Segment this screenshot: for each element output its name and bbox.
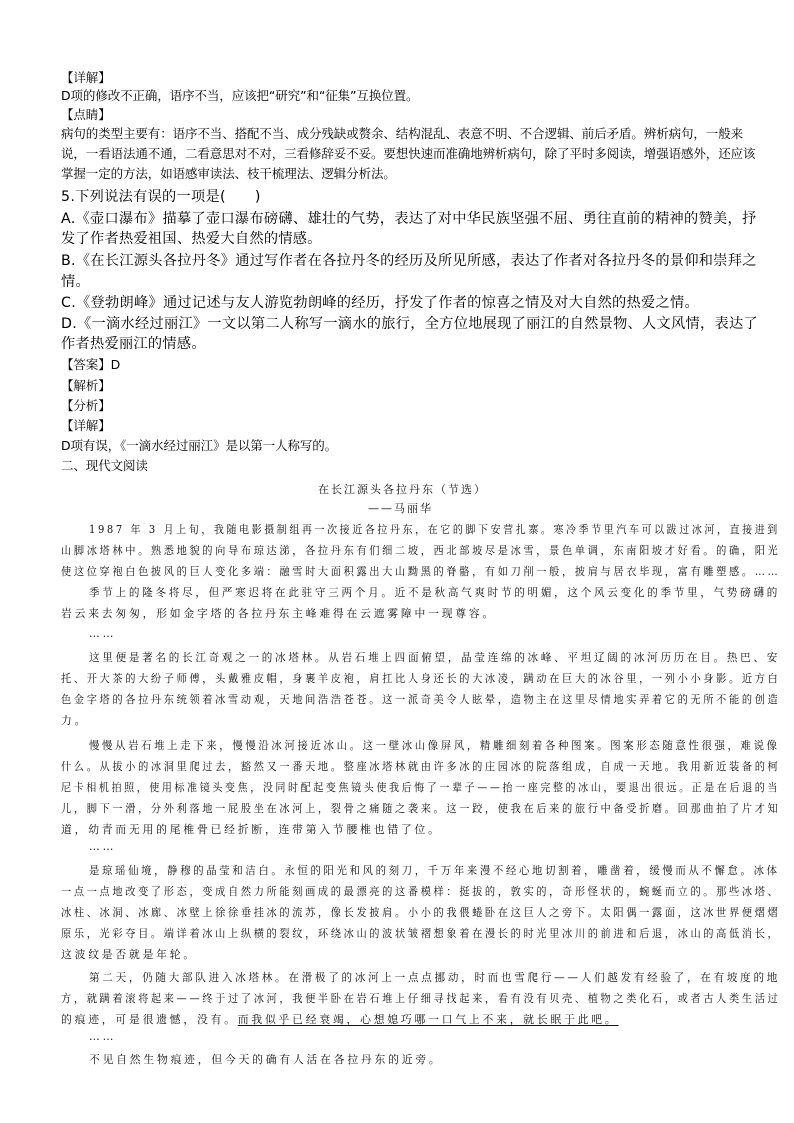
q5-stem: 5.下列说法有误的一项是( ) xyxy=(61,189,261,205)
q4-detail-text: D项的修改不正确，语序不当，应该把“研究”和“征集”互换位置。 xyxy=(61,88,419,103)
passage-line: 山脚冰塔林中。熟悉地貌的向导布琼达涕，各拉丹东有们细二坡，西北部坡尽是冰雪，景色单调，东南阳坡才好看。的确，阳光 xyxy=(61,544,781,557)
q4-tip-line: 病句的类型主要有：语序不当、搭配不当、成分残缺或赘余、结构混乱、表意不明、不合逻辑、前后矛盾。辨析病句，一般来 xyxy=(61,126,744,141)
section-heading: 二、现代文阅读 xyxy=(61,458,148,473)
q5-fenxi-tag: 【分析】 xyxy=(61,398,111,413)
q5-detail-text: D项有误，《一滴水经过丽江》是以第一人称写的。 xyxy=(61,438,338,453)
passage-author: ——马丽华 xyxy=(368,502,433,515)
passage-line: 儿，脚下一滑，分外利落地一屁股坐在冰河上，裂骨之痛随之袭来。这一跤，使我在后来的旅行中备受折磨。回那曲拍了片才知 xyxy=(61,802,781,815)
passage-line: 不见自然生物痕迹，但今天的确有人活在各拉丹东的近旁。 xyxy=(89,1053,443,1066)
passage-line: 色金字塔的各拉丹东统领着冰雪动观，天地间浩浩苍苍。这一派奇美令人眩晕，造物主在这里尽情地实弄着它的无所不能的创造 xyxy=(61,693,781,706)
passage-line: 岩云来去匆匆，形如金字塔的各拉丹东主峰难得在云遮雾障中一现尊容。 xyxy=(61,607,497,620)
passage-line: 道，幼青而无用的尾椎骨已经折断，连带第入节腰椎也错了位。 xyxy=(61,823,442,836)
passage-line: 使这位穿袍白色披风的巨人变化多端：融雪时大面积露出大山黝黑的脊骼，有如刀削一般，披肩与居衣毕现，富有雕塑感。…… xyxy=(61,565,781,578)
passage-line xyxy=(61,1012,618,1027)
q5-option-c: C.《登勃朗峰》通过记述与友人游览勃朗峰的经历，抒发了作者的惊喜之情及对大自然的热爱之情。 xyxy=(61,295,699,311)
passage-line: 是琼瑶仙境，静穆的晶莹和洁白。永恒的阳光和风的刻刀，千万年来漫不经心地切割着，雕凿着，缓慢而从不懈怠。冰体 xyxy=(89,864,780,877)
passage-line: 这波纹是否就是年轮。 xyxy=(61,948,197,961)
q5-option-a: A.《壶口瀑布》描摹了壶口瀑布磅礴、雄壮的气势，表达了对中华民族坚强不屈、勇往直前的精神的赞美，抒 xyxy=(61,211,757,227)
q5-option-a-cont: 发了作者热爱祖国、热爱大自然的情感。 xyxy=(61,231,322,247)
passage-line: 尼卡相机拍照，使用标准镜头变焦，没同时配起变焦镜头使我后悔了一辈子——抬一座完整的冰山，要退出很远。正是在后退的当 xyxy=(61,781,780,794)
q5-detail-tag: 【详解】 xyxy=(61,418,111,433)
q5-analysis-tag: 【解析】 xyxy=(61,378,111,393)
q5-option-b: B.《在长江源头各拉丹冬》通过写作者在各拉丹冬的经历及所见所感，表达了作者对各拉丹冬的景仰和崇拜之 xyxy=(61,253,757,269)
passage-line: 托、开大茶的大纷子师傅，头戴雅皮帽，身裹羊皮袍，肩扛比人身还长的大冰凌，蹒动在巨大的冰谷里，一列小小身影。近方白 xyxy=(61,672,781,685)
q4-detail-tag: 【详解】 xyxy=(61,70,111,85)
q5-answer: 【答案】D xyxy=(61,357,121,372)
passage-line: 原乐，光彩夺目。端详着冰山上纵横的裂纹，环绕冰山的波状皱褶想象着在漫长的时光里冰川的前进和后退，冰山的高低消长， xyxy=(61,927,781,940)
q4-tip-line: 掌握一定的方法，如语感审读法、枝干梳理法、逻辑分析法。 xyxy=(61,166,396,181)
ellipsis: …… xyxy=(89,840,117,853)
ellipsis: …… xyxy=(89,1030,117,1043)
passage-line: 第二天，仍随大部队进入冰塔林。在滑极了的冰河上一点点挪动，时而也雪爬行——人们越发有经验了，在有坡度的地 xyxy=(89,971,781,984)
q5-option-b-cont: 情。 xyxy=(61,274,90,290)
passage-text: 的痕迹，可是很遗憾，没有。 xyxy=(61,1013,238,1026)
passage-line: 1987 年 3 月上旬，我随电影摄制组再一次接近各拉丹东，在它的脚下安营扎寨。寒冷季节里汽车可以跋过冰河，直接进到 xyxy=(89,523,780,536)
q5-option-d-cont: 作者热爱丽江的情感。 xyxy=(61,336,206,352)
q4-tip-line: 说，一看语法通不通，二看意思对不对，三看修辞妥不妥。要想快速而准确地辨析病句，除了平时多阅读，增强语感外，还应该 xyxy=(61,146,756,161)
passage-line: 什么。从拔小的冰洞里爬过去，豁然又一番天地。整座冰塔林就由许多冰的庄园冰的院落组成，自成一天地。我用新近装备的柯 xyxy=(61,760,781,773)
passage-title: 在长江源头各拉丹东（节选） xyxy=(318,483,487,496)
passage-line: 方，就蹒着滚将起来——终于过了冰河，我便半卧在岩石堆上仔细寻找起来，看有没有贝壳、植物之类化石，或者古人类生活过 xyxy=(61,992,781,1005)
passage-line: 冰柱、冰洞、冰廊、冰壁上徐徐垂挂冰的流苏，像长发披肩。小小的我偎蜷卧在这巨人之旁下。太阳偶一露面，这冰世界便熠熠 xyxy=(61,906,781,919)
passage-line: 这里便是著名的长江奇观之一的冰塔林。从岩石堆上四面俯望，晶莹连绵的冰峰、平坦辽阔的冰河历历在目。热巴、安 xyxy=(89,651,781,664)
underlined-sentence: 而我似乎已经衰竭，心想媳巧哪一口气上不来，就长眠于此吧。 xyxy=(237,1013,619,1026)
passage-line: 一点一点地改变了形态，变成自然力所能刻画成的最漂亮的这番模样：挺拔的，敦实的，奇形怪状的，蜿蜒而立的。那些冰塔、 xyxy=(61,885,781,898)
passage-line: 力。 xyxy=(61,714,89,727)
passage-line: 季节上的隆冬将尽，但严寒迟将在此驻守三两个月。近不是秋高气爽时节的明媚，这个风云变化的季节里，气势磅礴的 xyxy=(89,586,781,599)
q4-tip-tag: 【点睛】 xyxy=(61,107,111,122)
q5-option-d: D.《一滴水经过丽江》一文以第二人称写一滴水的旅行，全方位地展现了丽江的自然景物、人文风情，表达了 xyxy=(61,316,758,332)
ellipsis: …… xyxy=(89,627,117,640)
passage-line: 慢慢从岩石堆上走下来，慢慢沿冰河接近冰山。这一壁冰山像屏风，精雕细刻着各种图案。图案形态随意性很强，难说像 xyxy=(89,739,780,752)
